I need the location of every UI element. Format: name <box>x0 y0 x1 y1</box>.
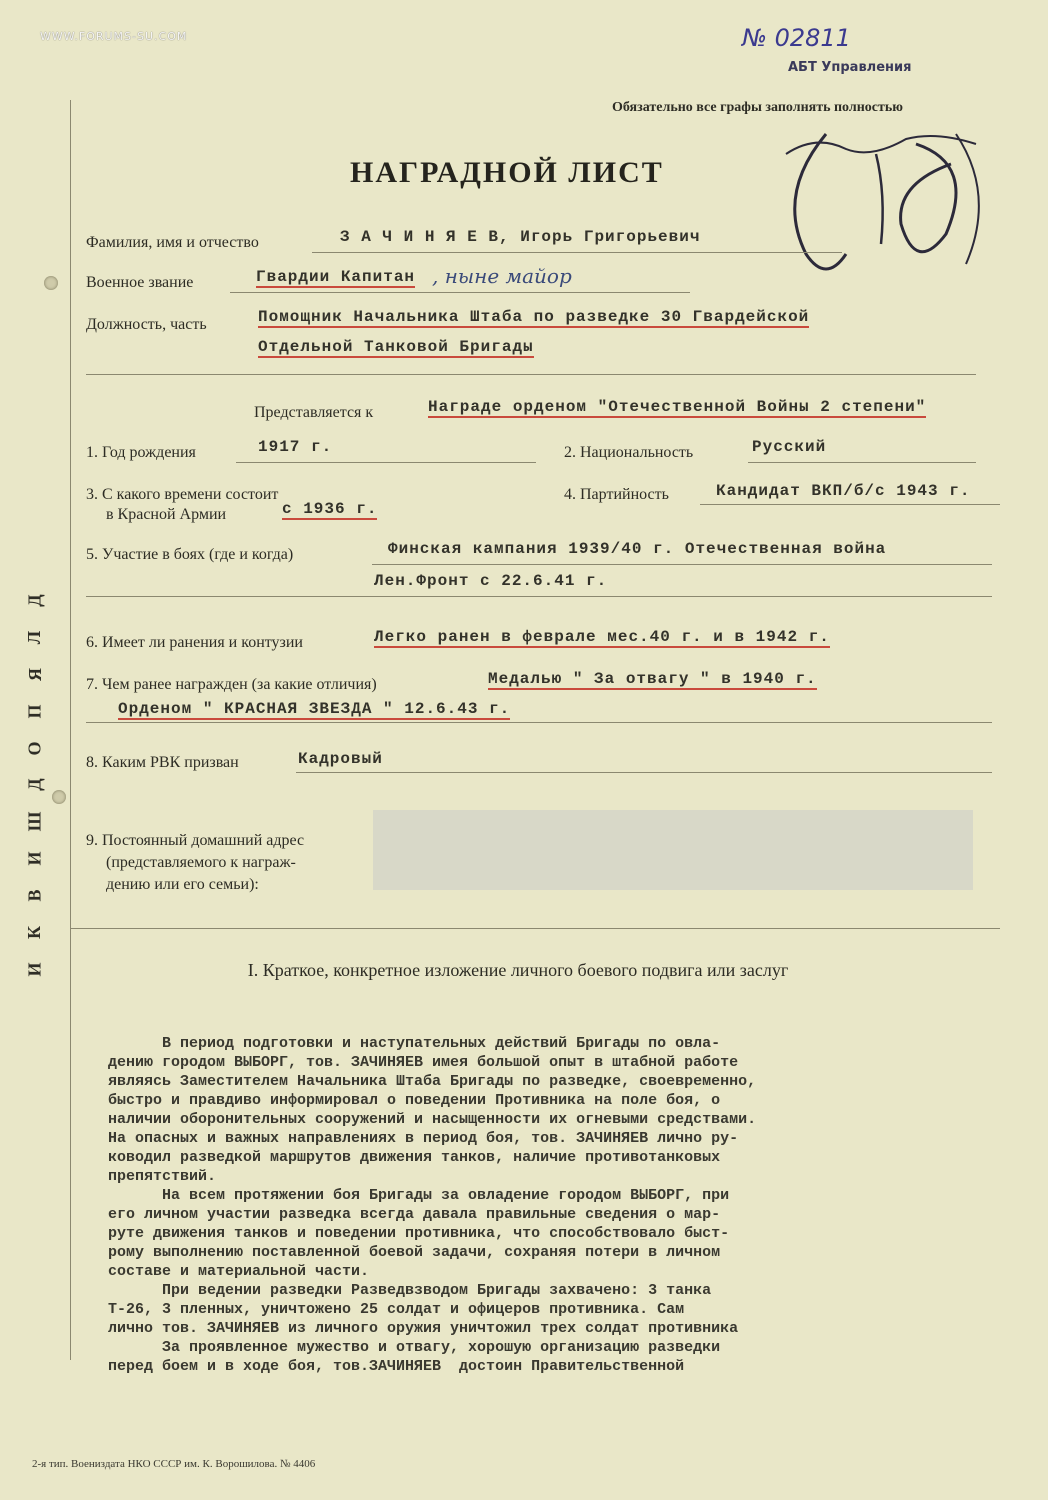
document-title: НАГРАДНОЙ ЛИСТ <box>350 156 664 189</box>
battles-line <box>372 564 992 565</box>
side-letter: И <box>24 851 45 866</box>
citation-line: составе и материальной части. <box>108 1263 370 1280</box>
party-line <box>700 504 1000 505</box>
department-stamp: АБТ Управления <box>788 60 912 75</box>
prior-awards-value-line2: Орденом " КРАСНАЯ ЗВЕЗДА " 12.6.43 г. <box>118 700 511 718</box>
side-letter: Я <box>24 667 45 681</box>
citation-line: наличии оборонительных сооружений и насыщенности их огневыми средствами. <box>108 1111 757 1128</box>
citation-line: В период подготовки и наступательных действий Бригады по овла- <box>108 1035 721 1052</box>
rank-label: Военное звание <box>86 274 194 291</box>
side-letter: О <box>24 741 45 756</box>
citation-line: ководил разведкой маршрутов движения танков, наличие противотанковых <box>108 1149 721 1166</box>
citation-line: За проявленное мужество и отвагу, хорошую организацию разведки <box>108 1339 721 1356</box>
address-label-1: 9. Постоянный домашний адрес <box>86 832 305 849</box>
side-letter: П <box>24 704 45 719</box>
citation-line: быстро и правдиво информировал о поведении Противника на поле боя, о <box>108 1092 721 1109</box>
binding-hole-top <box>44 276 58 290</box>
nationality-label: 2. Национальность <box>564 444 694 461</box>
address-label-2: (представляемого к награж- <box>106 854 296 871</box>
name-label: Фамилия, имя и отчество <box>86 234 259 251</box>
name-value: З А Ч И Н Я Е В, Игорь Григорьевич <box>340 228 701 246</box>
battles-value-line1: Финская кампания 1939/40 г. Отечественная война <box>388 540 887 558</box>
citation-line: При ведении разведки Разведвзводом Бригады захвачено: 3 танка <box>108 1282 712 1299</box>
position-blank-line <box>86 374 976 375</box>
rank-value: Гвардии Капитан <box>256 268 416 286</box>
army-since-label-2: в Красной Армии <box>106 506 227 523</box>
binding-margin-line <box>70 100 71 1360</box>
side-letter: Л <box>24 630 45 645</box>
position-value-line2: Отдельной Танковой Бригады <box>258 338 534 356</box>
rvk-label: 8. Каким РВК призван <box>86 754 239 771</box>
awards-line-2 <box>86 722 992 723</box>
citation-line: руте движения танков и поведении противника, что способствовало быст- <box>108 1225 730 1242</box>
citation-line: лично тов. ЗАЧИНЯЕВ из личного оружия уничтожил трех солдат противника <box>108 1320 739 1337</box>
wounds-label: 6. Имеет ли ранения и контузии <box>86 634 303 651</box>
citation-line: дению городом ВЫБОРГ, тов. ЗАЧИНЯЕВ имея большой опыт в штабной работе <box>108 1054 739 1071</box>
binding-side-label <box>20 590 50 980</box>
address-label-3: дению или его семьи): <box>106 876 259 893</box>
party-value: Кандидат ВКП/б/с 1943 г. <box>716 482 971 500</box>
rvk-value: Кадровый <box>298 750 383 768</box>
birth-year-value: 1917 г. <box>258 438 333 456</box>
birth-year-label: 1. Год рождения <box>86 444 196 461</box>
side-letter: И <box>24 962 45 977</box>
prior-awards-value-line1: Медалью " За отвагу " в 1940 г. <box>488 670 817 688</box>
party-label: 4. Партийность <box>564 486 669 503</box>
battles-line-2 <box>86 596 992 597</box>
position-value-line1: Помощник Начальника Штаба по разведке 30 Гвардейской <box>258 308 810 326</box>
rank-handwritten-update: , ныне майор <box>432 264 572 288</box>
citation-line: рому выполнению поставленной боевой задачи, сохраняя потери в личном <box>108 1244 721 1261</box>
citation-line: его личном участии разведка всегда давала правильные сведения о мар- <box>108 1206 721 1223</box>
printer-footer: 2-я тип. Воениздата НКО СССР им. К. Ворошилова. № 4406 <box>32 1458 316 1470</box>
prior-awards-label: 7. Чем ранее награжден (за какие отличия) <box>86 676 377 693</box>
name-line <box>312 252 842 253</box>
citation-line: препятствий. <box>108 1168 217 1185</box>
section-heading: I. Краткое, конкретное изложение личного боевого подвига или заслуг <box>247 960 789 980</box>
army-since-label-1: 3. С какого времени состоит <box>86 486 279 503</box>
nominated-label: Представляется к <box>254 404 374 421</box>
nationality-value: Русский <box>752 438 827 456</box>
handwritten-resolution-icon <box>766 114 1006 284</box>
citation-line: перед боем и в ходе боя, тов.ЗАЧИНЯЕВ достоин Правительственной <box>108 1358 685 1375</box>
side-letter: Д <box>24 778 45 792</box>
citation-text <box>108 1034 1032 1376</box>
binding-hole-bottom <box>52 790 66 804</box>
battles-value-line2: Лен.Фронт с 22.6.41 г. <box>374 572 608 590</box>
nationality-line <box>748 462 976 463</box>
nominated-value: Награде орденом "Отечественной Войны 2 степени" <box>428 398 927 416</box>
watermark: WWW.FORUMS-SU.COM <box>40 30 188 43</box>
address-separator <box>70 928 1000 929</box>
redacted-address-area <box>373 810 973 890</box>
wounds-value: Легко ранен в феврале мес.40 г. и в 1942 г. <box>374 628 830 646</box>
registration-number-stamp: № 02811 <box>742 24 851 52</box>
rvk-line <box>296 772 992 773</box>
army-since-value: с 1936 г. <box>282 500 378 518</box>
rank-line <box>230 292 690 293</box>
battles-label: 5. Участие в боях (где и когда) <box>86 546 294 563</box>
citation-line: Т-26, 3 пленных, уничтожено 25 солдат и офицеров противника. Сам <box>108 1301 685 1318</box>
mandatory-note: Обязательно все графы заполнять полностью <box>612 100 903 115</box>
side-letter: Ш <box>24 811 45 832</box>
side-letter: В <box>24 889 45 902</box>
citation-line: На всем протяжении боя Бригады за овладение городом ВЫБОРГ, при <box>108 1187 730 1204</box>
side-letter: Д <box>24 594 45 607</box>
birth-line <box>236 462 536 463</box>
citation-line: являясь Заместителем Начальника Штаба Бригады по разведке, своевременно, <box>108 1073 757 1090</box>
side-letter: К <box>24 925 45 940</box>
citation-line: На опасных и важных направлениях в период боя, тов. ЗАЧИНЯЕВ лично ру- <box>108 1130 739 1147</box>
position-label: Должность, часть <box>86 316 207 333</box>
